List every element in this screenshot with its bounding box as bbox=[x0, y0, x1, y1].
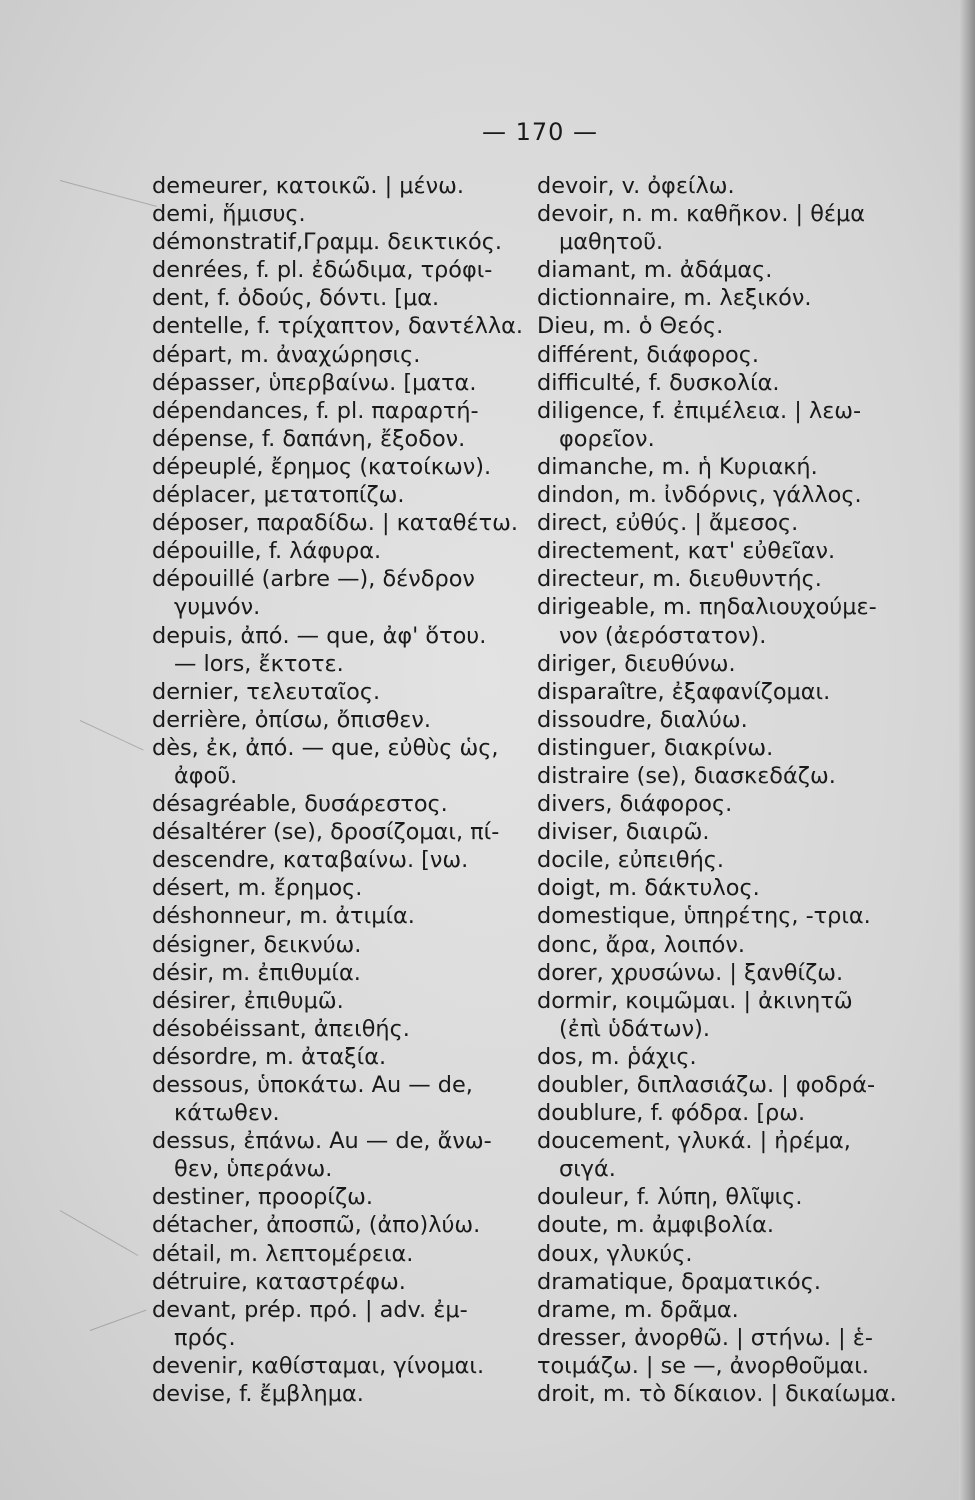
dictionary-entry-line: dormir, κοιμῶμαι. | ἀκινητῶ bbox=[537, 987, 853, 1014]
dictionary-entry-line: dictionnaire, m. λεξικόν. bbox=[537, 285, 812, 312]
page-binding-edge bbox=[959, 0, 975, 1500]
dictionary-entry-line: désobéissant, ἀπειθής. bbox=[152, 1015, 410, 1042]
dictionary-entry-line: doux, γλυκύς. bbox=[537, 1240, 693, 1267]
dictionary-entry-line: désaltérer (se), δροσίζομαι, πί- bbox=[152, 819, 500, 846]
scratch-mark bbox=[90, 1310, 147, 1331]
dictionary-entry-line: doigt, m. δάκτυλος. bbox=[537, 875, 760, 902]
dictionary-entry-line: détail, m. λεπτομέρεια. bbox=[152, 1240, 414, 1267]
dictionary-entry-line: désir, m. ἐπιθυμία. bbox=[152, 959, 361, 986]
dictionary-entry-line: dent, f. ὀδούς, δόντι. [μα. bbox=[152, 285, 440, 312]
dictionary-entry-line: doute, m. ἀμφιβολία. bbox=[537, 1212, 774, 1239]
dictionary-entry-line: dramatique, δραματικός. bbox=[537, 1268, 821, 1295]
dictionary-entry-line: νον (ἀερόστατον). bbox=[559, 622, 767, 649]
scratch-mark bbox=[80, 720, 144, 750]
dictionary-entry-line: demi, ἥμισυς. bbox=[152, 201, 306, 228]
dictionary-entry-line: détacher, ἀποσπῶ, (ἀπο)λύω. bbox=[152, 1212, 481, 1239]
dictionary-entry-line: πρός. bbox=[174, 1324, 236, 1351]
dictionary-entry-line: diviser, διαιρῶ. bbox=[537, 819, 710, 846]
dictionary-entry-line: σιγά. bbox=[559, 1156, 616, 1183]
dictionary-entry-line: dès, ἐκ, ἀπό. — que, εὐθὺς ὡς, bbox=[152, 734, 499, 761]
scratch-mark bbox=[60, 1210, 138, 1256]
dictionary-entry-line: derrière, ὀπίσω, ὄπισθεν. bbox=[152, 706, 432, 733]
dictionary-entry-line: difficulté, f. δυσκολία. bbox=[537, 369, 780, 396]
dictionary-entry-line: dindon, m. ἰνδόρνις, γάλλος. bbox=[537, 482, 862, 509]
dictionary-entry-line: devise, f. ἔμβλημα. bbox=[152, 1381, 364, 1408]
dictionary-entry-line: docile, εὐπειθής. bbox=[537, 847, 725, 874]
dictionary-entry-line: dépouille, f. λάφυρα. bbox=[152, 538, 382, 565]
dictionary-entry-line: départ, m. ἀναχώρησις. bbox=[152, 341, 421, 368]
dictionary-entry-line: (ἐπὶ ὑδάτων). bbox=[559, 1015, 711, 1042]
dictionary-entry-line: diamant, m. ἀδάμας. bbox=[537, 257, 773, 284]
dictionary-entry-line: dorer, χρυσώνω. | ξανθίζω. bbox=[537, 959, 844, 986]
dictionary-entry-line: démonstratif,Γραμμ. δεικτικός. bbox=[152, 229, 503, 256]
dictionary-entry-line: déposer, παραδίδω. | καταθέτω. bbox=[152, 510, 518, 537]
dictionary-entry-line: devoir, v. ὀφείλω. bbox=[537, 173, 735, 199]
dictionary-entry-line: denrées, f. pl. ἐδώδιμα, τρόφι- bbox=[152, 257, 493, 284]
dictionary-entry-line: dresser, ἀνορθῶ. | στήνω. | ἑ- bbox=[537, 1324, 873, 1351]
dictionary-entry-line: détruire, καταστρέφω. bbox=[152, 1268, 406, 1295]
dictionary-entry-line: dentelle, f. τρίχαπτον, δαντέλλα. bbox=[152, 313, 523, 340]
dictionary-entry-line: dépouillé (arbre —), δένδρον bbox=[152, 566, 475, 593]
scratch-mark bbox=[60, 180, 157, 207]
dictionary-entry-line: distinguer, διακρίνω. bbox=[537, 734, 774, 761]
left-column bbox=[152, 172, 527, 1408]
dictionary-entry-line: désirer, ἐπιθυμῶ. bbox=[152, 987, 344, 1014]
dictionary-entry-line: — lors, ἔκτοτε. bbox=[174, 650, 344, 677]
dictionary-entry-line: diriger, διευθύνω. bbox=[537, 650, 736, 677]
dictionary-entry-line: dissoudre, διαλύω. bbox=[537, 706, 748, 733]
dictionary-entry-line: déplacer, μετατοπίζω. bbox=[152, 482, 405, 509]
dictionary-entry-line: directement, κατ' εὐθεῖαν. bbox=[537, 538, 836, 565]
dictionary-entry-line: désagréable, δυσάρεστος. bbox=[152, 791, 448, 818]
dictionary-entry-line: destiner, προορίζω. bbox=[152, 1184, 373, 1211]
dictionary-entry-line: dépasser, ὑπερβαίνω. [ματα. bbox=[152, 369, 477, 396]
dictionary-entry-line: γυμνόν. bbox=[174, 594, 261, 621]
dictionary-entry-line: dessous, ὑποκάτω. Au — de, bbox=[152, 1072, 473, 1098]
dictionary-entry-line: dépense, f. δαπάνη, ἔξοδον. bbox=[152, 425, 466, 452]
dictionary-entry-line: dirigeable, m. πηδαλιουχούμε- bbox=[537, 594, 877, 621]
dictionary-entry-line: désordre, m. ἀταξία. bbox=[152, 1043, 387, 1070]
dictionary-entry-line: μαθητοῦ. bbox=[559, 229, 664, 256]
dictionary-entry-line: doucement, γλυκά. | ἠρέμα, bbox=[537, 1128, 851, 1155]
dictionary-entry-line: déshonneur, m. ἀτιμία. bbox=[152, 903, 415, 930]
page-number: — 170 — bbox=[481, 118, 599, 146]
dictionary-entry-line: dos, m. ῥάχις. bbox=[537, 1043, 697, 1070]
dictionary-entry-line: dépendances, f. pl. παραρτή- bbox=[152, 397, 479, 424]
dictionary-entry-line: douleur, f. λύπη, θλῖψις. bbox=[537, 1184, 803, 1211]
dictionary-entry-line: différent, διάφορος. bbox=[537, 341, 760, 368]
dictionary-entry-line: θεν, ὑπεράνω. bbox=[174, 1156, 333, 1183]
dictionary-entry-line: désert, m. ἔρημος. bbox=[152, 875, 363, 902]
dictionary-entry-line: devoir, n. m. καθῆκον. | θέμα bbox=[537, 201, 866, 228]
dictionary-entry-line: directeur, m. διευθυντής. bbox=[537, 566, 822, 593]
dictionary-entry-line: depuis, ἀπό. — que, ἀφ' ὅτου. bbox=[152, 622, 487, 649]
dictionary-entry-line: φορεῖον. bbox=[559, 425, 655, 452]
dictionary-entry-line: devant, prép. πρό. | adv. ἐμ- bbox=[152, 1296, 468, 1323]
dictionary-entry-line: τοιμάζω. | se —, ἀνορθοῦμαι. bbox=[537, 1352, 870, 1379]
dictionary-entry-line: droit, m. τὸ δίκαιον. | δικαίωμα. bbox=[537, 1381, 897, 1408]
dictionary-entry-line: κάτωθεν. bbox=[174, 1100, 280, 1127]
dictionary-entry-line: dépeuplé, ἔρημος (κατοίκων). bbox=[152, 453, 492, 480]
dictionary-entry-line: domestique, ὑπηρέτης, -τρια. bbox=[537, 903, 871, 930]
dictionary-entry-line: ἀφοῦ. bbox=[174, 762, 238, 789]
dictionary-entry-line: dimanche, m. ἡ Κυριακή. bbox=[537, 453, 818, 480]
dictionary-entry-line: désigner, δεικνύω. bbox=[152, 931, 362, 958]
dictionary-entry-line: disparaître, ἐξαφανίζομαι. bbox=[537, 678, 831, 705]
dictionary-entry-line: Dieu, m. ὁ Θεός. bbox=[537, 313, 724, 340]
dictionary-entry-line: dessus, ἐπάνω. Au — de, ἄνω- bbox=[152, 1128, 492, 1155]
dictionary-entry-line: drame, m. δρᾶμα. bbox=[537, 1296, 739, 1323]
dictionary-entry-line: doublure, f. φόδρα. [ρω. bbox=[537, 1100, 806, 1127]
dictionary-entry-line: dernier, τελευταῖος. bbox=[152, 678, 381, 705]
dictionary-entry-line: doubler, διπλασιάζω. | φοδρά- bbox=[537, 1072, 876, 1098]
dictionary-entry-line: diligence, f. ἐπιμέλεια. | λεω- bbox=[537, 397, 862, 424]
dictionary-entry-line: demeurer, κατοικῶ. | μένω. bbox=[152, 173, 464, 199]
dictionary-entry-line: descendre, καταβαίνω. [νω. bbox=[152, 847, 469, 874]
dictionary-entry-line: distraire (se), διασκεδάζω. bbox=[537, 762, 836, 789]
right-column bbox=[537, 172, 917, 1408]
dictionary-entry-line: donc, ἄρα, λοιπόν. bbox=[537, 931, 745, 958]
dictionary-entry-line: devenir, καθίσταμαι, γίνομαι. bbox=[152, 1352, 485, 1379]
dictionary-entry-line: divers, διάφορος. bbox=[537, 791, 733, 818]
dictionary-entry-line: direct, εὐθύς. | ἄμεσος. bbox=[537, 510, 799, 537]
